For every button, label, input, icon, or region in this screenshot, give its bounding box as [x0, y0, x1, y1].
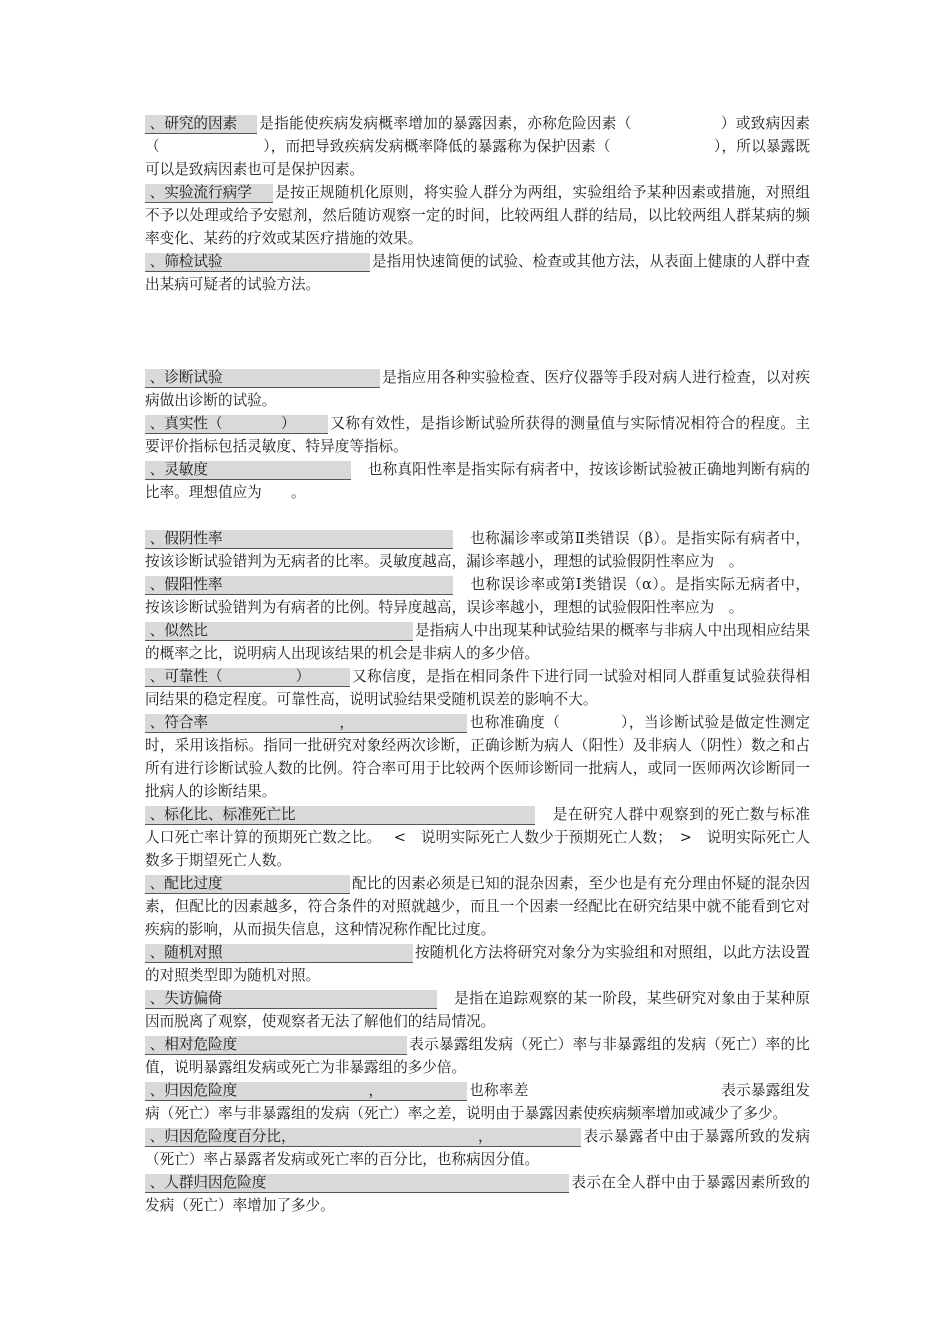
term-label: 、诊断试验: [145, 369, 380, 388]
term-label: 、归因危险度百分比， ，: [145, 1128, 581, 1147]
entry-attributable-risk-percent: [145, 1125, 810, 1171]
definition-text: 表示暴露组发病（死亡）率与非暴露组的发病（死亡）率的比值，说明暴露组发病或死亡为非暴露组的多少倍。: [145, 1036, 810, 1076]
definition-text: 也称漏诊率或第Ⅱ类错误（β）。是指实际有病者中，按该诊断试验错判为无病者的比率。灵敏度越高，漏诊率越小，理想的试验假阴性率应为 。: [145, 530, 810, 570]
entry-randomized-control: [145, 941, 810, 987]
term-label: 、配比过度: [145, 875, 350, 894]
entry-standardized-mortality-ratio: [145, 803, 810, 872]
term-label: 、假阳性率: [145, 576, 453, 595]
entry-research-factor: [145, 112, 810, 181]
definition-text: 是指应用各种实验检查、医疗仪器等手段对病人进行检查，以对疾病做出诊断的试验。: [145, 369, 810, 409]
term-label: 、真实性（ ）: [145, 415, 328, 434]
term-label: 、相对危险度: [145, 1036, 407, 1055]
term-label: 、符合率 ，: [145, 714, 467, 733]
definition-text: 配比的因素必须是已知的混杂因素，至少也是有充分理由怀疑的混杂因素，但配比的因素越多，符合条件的对照就越少，而且一个因素一经配比在研究结果中就不能看到它对疾病的影响，从而损失信息，这种情况称作配比过度。: [145, 875, 810, 938]
definition-text: 又称有效性，是指诊断试验所获得的测量值与实际情况相符合的程度。主要评价指标包括灵敏度、特异度等指标。: [145, 415, 810, 455]
entry-screening-test: [145, 250, 810, 296]
definition-text: 是指能使疾病发病概率增加的暴露因素，亦称危险因素（ ）或致病因素（ ），而把导致疾病发病概率降低的暴露称为保护因素（ ），所以暴露既可以是致病因素也可是保护因素。: [145, 115, 810, 178]
term-label: 、研究的因素: [145, 115, 257, 134]
entry-loss-to-follow-up-bias: [145, 987, 810, 1033]
term-label: 、灵敏度: [145, 461, 351, 480]
definition-text: 是指病人中出现某种试验结果的概率与非病人中出现相应结果的概率之比，说明病人出现该结果的机会是非病人的多少倍。: [145, 622, 810, 662]
entry-sensitivity: [145, 458, 810, 504]
term-label: 、可靠性（ ）: [145, 668, 350, 687]
definition-text: 也称率差 表示暴露组发病（死亡）率与非暴露组的发病（死亡）率之差，说明由于暴露因素使疾病频率增加或减少了多少。: [145, 1082, 810, 1122]
entry-reliability: [145, 665, 810, 711]
entry-agreement-rate: [145, 711, 810, 803]
entry-relative-risk: [145, 1033, 810, 1079]
definition-text: 按随机化方法将研究对象分为实验组和对照组，以此方法设置的对照类型即为随机对照。: [145, 944, 810, 984]
definition-text: 也称误诊率或第Ⅰ类错误（α）。是指实际无病者中，按该诊断试验错判为有病者的比例。特异度越高，误诊率越小，理想的试验假阳性率应为 。: [145, 576, 810, 616]
entry-false-positive-rate: [145, 573, 810, 619]
definition-text: 是在研究人群中观察到的死亡数与标准人口死亡率计算的预期死亡数之比。 < 说明实际死亡人数少于预期死亡人数； > 说明实际死亡人数多于期望死亡人数。: [145, 806, 810, 869]
entry-overmatching: [145, 872, 810, 941]
definition-text: 是按正规随机化原则，将实验人群分为两组，实验组给予某种因素或措施，对照组不予以处理或给予安慰剂，然后随访观察一定的时间，比较两组人群的结局，以比较两组人群某病的频率变化、某药的疗效或某医疗措施的效果。: [145, 184, 810, 247]
term-label: 、归因危险度 ，: [145, 1082, 467, 1101]
blank-space: [145, 504, 810, 527]
entry-diagnostic-test: [145, 366, 810, 412]
definition-text: 表示暴露者中由于暴露所致的发病（死亡）率占暴露者发病或死亡率的百分比，也称病因分值。: [145, 1128, 810, 1168]
term-label: 、假阴性率: [145, 530, 453, 549]
definition-text: 又称信度，是指在相同条件下进行同一试验对相同人群重复试验获得相同结果的稳定程度。可靠性高，说明试验结果受随机误差的影响不大。: [145, 668, 810, 708]
term-label: 、人群归因危险度: [145, 1174, 569, 1193]
term-label: 、标化比、标准死亡比: [145, 806, 535, 825]
entry-likelihood-ratio: [145, 619, 810, 665]
term-label: 、失访偏倚: [145, 990, 437, 1009]
entry-population-attributable-risk: [145, 1171, 810, 1217]
blank-space: [145, 296, 810, 366]
entry-attributable-risk: [145, 1079, 810, 1125]
definition-text: 也称准确度（ ），当诊断试验是做定性测定时，采用该指标。指同一批研究对象经两次诊断，正确诊断为病人（阳性）及非病人（阴性）数之和占所有进行诊断试验人数的比例。符合率可用于比较两个医师诊断同一批病人，或同一医师两次诊断同一批病人的诊断结果。: [145, 714, 810, 800]
definition-text: 是指用快速简便的试验、检查或其他方法，从表面上健康的人群中查出某病可疑者的试验方法。: [145, 253, 810, 293]
definition-text: 表示在全人群中由于暴露因素所致的发病（死亡）率增加了多少。: [145, 1174, 810, 1214]
term-label: 、随机对照: [145, 944, 413, 963]
entry-false-negative-rate: [145, 527, 810, 573]
entry-experimental-epidemiology: [145, 181, 810, 250]
document-page: [145, 112, 810, 1217]
entry-validity: [145, 412, 810, 458]
term-label: 、实验流行病学: [145, 184, 273, 203]
term-label: 、似然比: [145, 622, 413, 641]
definition-text: 也称真阳性率是指实际有病者中，按该诊断试验被正确地判断有病的比率。理想值应为 。: [145, 461, 810, 501]
term-label: 、筛检试验: [145, 253, 370, 272]
definition-text: 是指在追踪观察的某一阶段，某些研究对象由于某种原因而脱离了观察，使观察者无法了解他们的结局情况。: [145, 990, 810, 1030]
